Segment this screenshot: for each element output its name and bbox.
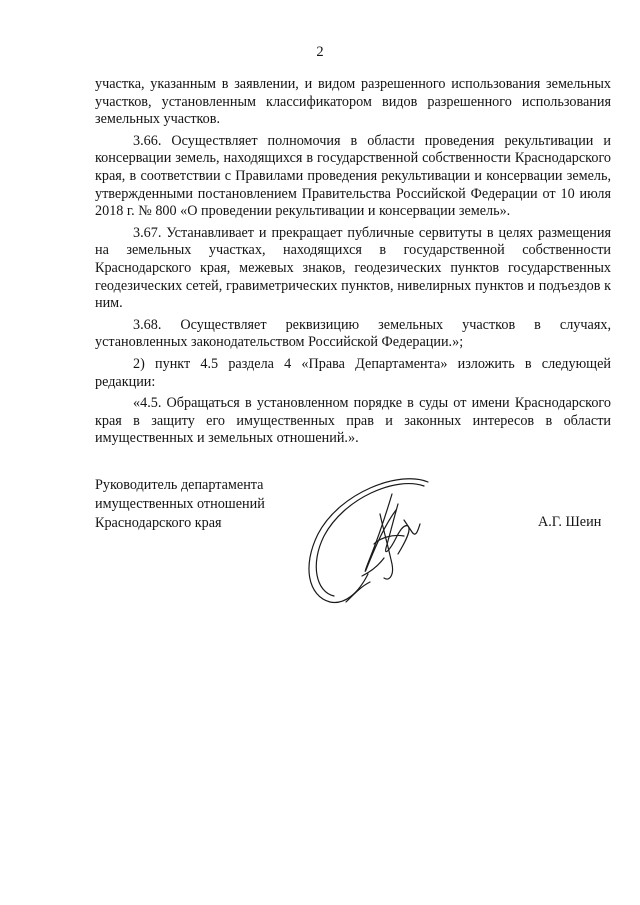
page-number: 2 xyxy=(316,44,324,60)
paragraph-4-5: «4.5. Обращаться в установленном порядке в суды от имени Краснодарского края в защиту его имущественных прав и законных интересов в области имущественных и земельных отношений.». xyxy=(95,395,611,447)
signer-title-line: Руководитель департамента xyxy=(95,477,264,493)
handwritten-signature xyxy=(300,474,450,614)
signer-title-line: имущественных отношений xyxy=(95,496,265,512)
document-body xyxy=(95,76,611,452)
paragraph-3-67: 3.67. Устанавливает и прекращает публичные сервитуты в целях размещения на земельных участках, находящихся в государственной собственности Краснодарского края, межевых знаков, геодезических пунктов государственных геодезических сетей, гравиметрических пунктов, нивелирных пунктов и подъездов к ним. xyxy=(95,224,611,312)
paragraph-3-66: 3.66. Осуществляет полномочия в области проведения рекультивации и консервации земель, находящихся в государственной собственности Краснодарского края, в соответствии с Правилами проведения рекультивации и консервации земель, утвержденными постановлением Правительства Российской Федерации от 10 июля 2018 г. № 800 «О проведении рекультивации и консервации земель». xyxy=(95,132,611,220)
signer-name: А.Г. Шеин xyxy=(538,514,602,530)
signer-title-line: Краснодарского края xyxy=(95,515,222,531)
paragraph-continuation: участка, указанным в заявлении, и видом разрешенного использования земельных участков, установленным классификатором видов разрешенного использования земельных участков. xyxy=(95,76,611,128)
paragraph-3-68: 3.68. Осуществляет реквизицию земельных участков в случаях, установленных законодательством Российской Федерации.»; xyxy=(95,316,611,351)
paragraph-amendment-2: 2) пункт 4.5 раздела 4 «Права Департамента» изложить в следующей редакции: xyxy=(95,355,611,390)
